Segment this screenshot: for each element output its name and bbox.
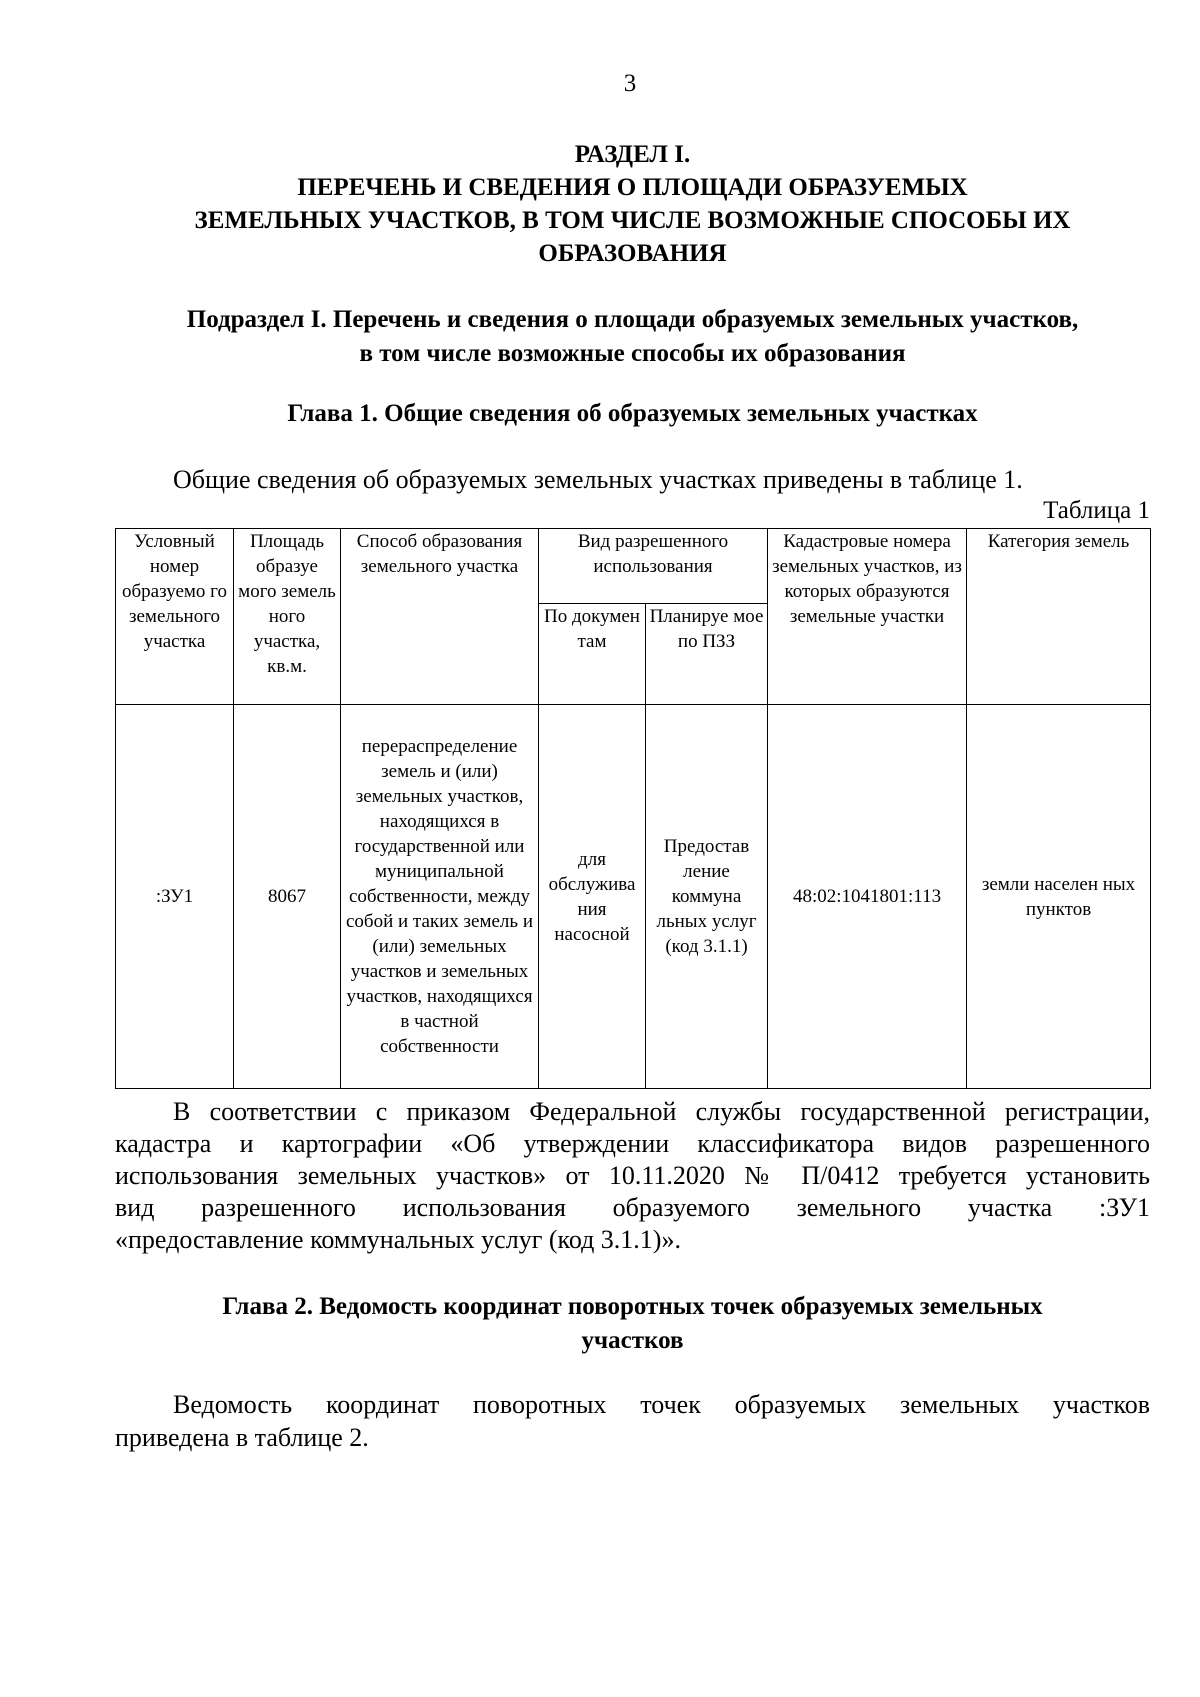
header-use-planned-pzz: Планируе мое по ПЗЗ: [646, 604, 768, 705]
body-paragraph-line: «предоставление коммунальных услуг (код 3.1.1)».: [115, 1225, 681, 1254]
cell-use-planned-pzz: Предостав ление коммуна льных услуг (код 3.1.1): [646, 705, 768, 1089]
header-use-by-documents: По докумен там: [539, 604, 646, 705]
chapter1-title: Глава 1. Общие сведения об образуемых земельных участках: [287, 400, 978, 427]
section-heading-line: ОБРАЗОВАНИЯ: [538, 240, 727, 267]
header-area: Площадь образуе мого земель ного участка, кв.м.: [234, 529, 341, 705]
header-land-category: Категория земель: [967, 529, 1151, 705]
cell-land-category: земли населен ных пунктов: [967, 705, 1151, 1089]
chapter2-paragraph-line: Ведомость координат поворотных точек образуемых земельных участков: [173, 1390, 1150, 1419]
cell-use-by-documents: для обслужива ния насосной: [539, 705, 646, 1089]
chapter2-paragraph: [115, 1388, 1150, 1454]
header-cadastral-numbers: Кадастровые номера земельных участков, из которых образуются земельные участки: [768, 529, 967, 705]
chapter2-heading-line: участков: [581, 1327, 684, 1354]
section-heading-line: РАЗДЕЛ I.: [574, 141, 691, 168]
header-parcel-number: Условный номер образуемо го земельного участка: [116, 529, 234, 705]
section-heading: [115, 138, 1150, 270]
cell-cadastral-number: 48:02:1041801:113: [768, 705, 967, 1089]
table1: [115, 528, 1151, 1089]
subsection-heading-line: Подраздел I. Перечень и сведения о площади образуемых земельных участков,: [186, 306, 1079, 333]
section-heading-line: ЗЕМЕЛЬНЫХ УЧАСТКОВ, В ТОМ ЧИСЛЕ ВОЗМОЖНЫЕ СПОСОБЫ ИХ: [194, 207, 1071, 234]
cell-parcel-number: :ЗУ1: [116, 705, 234, 1089]
chapter2-paragraph-line: приведена в таблице 2.: [115, 1423, 369, 1452]
body-paragraph-line: использования земельных участков» от 10.11.2020 № П/0412 требуется установить: [115, 1161, 1150, 1190]
subsection-heading: [115, 303, 1150, 371]
chapter2-heading-line: Глава 2. Ведомость координат поворотных точек образуемых земельных: [222, 1293, 1043, 1320]
chapter2-heading: [115, 1290, 1150, 1358]
table-row: [116, 705, 1151, 1089]
body-paragraph: [115, 1096, 1150, 1256]
chapter1-heading: [115, 397, 1150, 430]
body-paragraph-line: кадастра и картографии «Об утверждении классификатора видов разрешенного: [115, 1129, 1150, 1158]
chapter1-intro: Общие сведения об образуемых земельных участках приведены в таблице 1.: [173, 465, 1023, 494]
section-heading-line: ПЕРЕЧЕНЬ И СВЕДЕНИЯ О ПЛОЩАДИ ОБРАЗУЕМЫХ: [297, 174, 968, 201]
table1-caption: Таблица 1: [1043, 497, 1150, 524]
header-formation-method: Способ образования земельного участка: [341, 529, 539, 705]
header-permitted-use: Вид разрешенного использования: [539, 529, 768, 604]
cell-area: 8067: [234, 705, 341, 1089]
body-paragraph-line: В соответствии с приказом Федеральной службы государственной регистрации,: [173, 1097, 1150, 1126]
page-number: 3: [623, 70, 637, 97]
subsection-heading-line: в том числе возможные способы их образования: [359, 340, 906, 367]
cell-formation-method: перераспределение земель и (или) земельных участков, находящихся в государственной или муниципальной собственности, между собой и таких земель и (или) земельных участков и земельных участков, находящихся в частной собственности: [341, 705, 539, 1089]
body-paragraph-line: вид разрешенного использования образуемого земельного участка :ЗУ1: [115, 1193, 1150, 1222]
